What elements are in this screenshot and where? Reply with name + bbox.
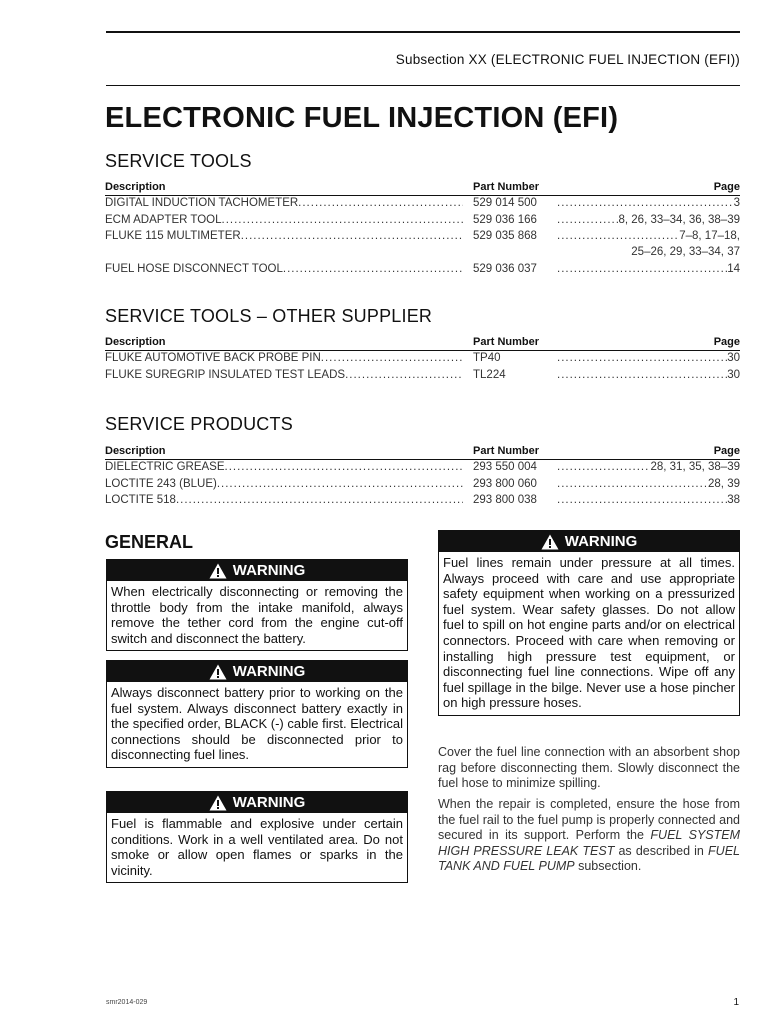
warning-box bbox=[438, 530, 740, 716]
table-row bbox=[105, 477, 740, 494]
row-part-number: 293 800 060 bbox=[473, 477, 537, 490]
header-top-rule bbox=[106, 31, 740, 33]
table-row bbox=[105, 196, 740, 213]
service-tools-table bbox=[105, 181, 740, 279]
row-page-continued: 25–26, 29, 33–34, 37 bbox=[631, 246, 740, 258]
footer-document-code: smr2014-029 bbox=[106, 999, 148, 1006]
row-page: 30 bbox=[727, 352, 740, 364]
general-heading: GENERAL bbox=[105, 532, 194, 552]
paragraph-repair-completed: When the repair is completed, ensure the hose from the fuel rail to the fuel pump is properly connected and secured in its support. Perform the FUEL SYSTEM HIGH PRESSURE LEAK TEST as described in FUEL TANK AND FUEL PUMP subsection. bbox=[438, 797, 740, 873]
row-description: LOCTITE 518 bbox=[105, 494, 176, 506]
warning-label: WARNING bbox=[232, 562, 306, 579]
table-header bbox=[105, 181, 740, 196]
warning-text: Fuel lines remain under pressure at all times. Always proceed with care and use appropriate safety equipment when working on a pressurized fuel system. Wear safety glasses. Do not allow fuel to spill on hot engine parts and/or on electrical connectors. Proceed with care when removing or installing high pressure test equipment, or disconnecting fuel line connections. Wipe off any fuel spillage in the bilge. Never use a hose pincher on high pressure hoses. bbox=[443, 555, 735, 711]
subsection-reference-link[interactable]: FUEL TANK AND FUEL PUMP bbox=[438, 843, 740, 873]
warning-header bbox=[107, 560, 407, 581]
row-description: FLUKE AUTOMOTIVE BACK PROBE PIN bbox=[105, 352, 321, 364]
row-description: LOCTITE 243 (BLUE) bbox=[105, 477, 217, 490]
table-row bbox=[105, 368, 740, 385]
row-part-number: 529 036 166 bbox=[473, 213, 537, 226]
column-part-number: Part Number bbox=[473, 336, 540, 348]
row-description: ECM ADAPTER TOOL bbox=[105, 213, 222, 226]
warning-text: Fuel is flammable and explosive under certain conditions. Work in a well ventilated area. Do not smoke or allow open flames or sparks in the vicinity. bbox=[111, 816, 403, 878]
column-part-number: Part Number bbox=[473, 445, 540, 457]
table-row bbox=[105, 493, 740, 510]
other-supplier-heading: SERVICE TOOLS – OTHER SUPPLIER bbox=[105, 306, 433, 326]
warning-box bbox=[106, 660, 408, 768]
table-header bbox=[105, 336, 740, 351]
row-part-number: 293 550 004 bbox=[473, 461, 537, 473]
warning-label: WARNING bbox=[232, 794, 306, 811]
row-part-number: TL224 bbox=[473, 368, 506, 381]
warning-text: Always disconnect battery prior to working on the fuel system. Always disconnect battery exactly in the specified order, BLACK (-) cable first. Electrical connections should be disconnected prior to disconnecting fuel lines. bbox=[111, 685, 403, 763]
row-description: FUEL HOSE DISCONNECT TOOL bbox=[105, 263, 283, 275]
warning-label: WARNING bbox=[232, 663, 306, 680]
page-title: ELECTRONIC FUEL INJECTION (EFI) bbox=[105, 102, 619, 134]
row-page: 38 bbox=[727, 494, 740, 506]
warning-triangle-icon bbox=[209, 664, 227, 680]
row-page: 14 bbox=[727, 263, 740, 275]
table-row bbox=[105, 229, 740, 262]
row-part-number: TP40 bbox=[473, 352, 501, 364]
header-bottom-rule bbox=[106, 85, 740, 86]
row-part-number: 293 800 038 bbox=[473, 494, 537, 506]
row-description: DIGITAL INDUCTION TACHOMETER bbox=[105, 197, 299, 209]
row-part-number: 529 035 868 bbox=[473, 230, 537, 242]
warning-box bbox=[106, 559, 408, 651]
column-page: Page bbox=[713, 445, 740, 457]
column-part-number: Part Number bbox=[473, 181, 540, 193]
table-row bbox=[105, 351, 740, 368]
row-page: 8, 26, 33–34, 36, 38–39 bbox=[618, 213, 740, 226]
column-page: Page bbox=[713, 336, 740, 348]
warning-triangle-icon bbox=[209, 563, 227, 579]
warning-triangle-icon bbox=[541, 534, 559, 550]
service-tools-heading: SERVICE TOOLS bbox=[105, 151, 252, 171]
row-description: DIELECTRIC GREASE bbox=[105, 461, 225, 473]
row-page: 28, 31, 35, 38–39 bbox=[650, 461, 740, 473]
warning-header bbox=[439, 531, 739, 552]
row-page: 30 bbox=[727, 368, 740, 381]
row-description: FLUKE SUREGRIP INSULATED TEST LEADS bbox=[105, 368, 346, 381]
column-description: Description bbox=[105, 181, 166, 193]
subsection-label: Subsection XX (ELECTRONIC FUEL INJECTION (EFI)) bbox=[395, 52, 740, 67]
row-page: 7–8, 17–18, bbox=[679, 230, 740, 242]
service-products-table bbox=[105, 445, 740, 510]
service-products-heading: SERVICE PRODUCTS bbox=[105, 414, 293, 434]
row-page: 3 bbox=[733, 197, 740, 209]
row-part-number: 529 036 037 bbox=[473, 263, 537, 275]
row-page: 28, 39 bbox=[708, 477, 740, 490]
paragraph-cover-fuel-line: Cover the fuel line connection with an absorbent shop rag before disconnecting them. Slowly disconnect the fuel hose to minimize spilling. bbox=[438, 745, 740, 790]
table-row bbox=[105, 213, 740, 230]
table-row bbox=[105, 262, 740, 279]
procedure-reference-link[interactable]: FUEL SYSTEM HIGH PRESSURE LEAK TEST bbox=[438, 828, 740, 858]
warning-header bbox=[107, 792, 407, 813]
other-supplier-table bbox=[105, 336, 740, 384]
warning-box bbox=[106, 791, 408, 883]
column-description: Description bbox=[105, 336, 166, 348]
warning-text: When electrically disconnecting or removing the throttle body from the intake manifold, always remove the tether cord from the engine cut-off switch and disconnect the battery. bbox=[111, 584, 403, 646]
warning-label: WARNING bbox=[564, 533, 638, 550]
warning-triangle-icon bbox=[209, 795, 227, 811]
column-description: Description bbox=[105, 445, 166, 457]
row-description: FLUKE 115 MULTIMETER bbox=[105, 230, 241, 242]
warning-header bbox=[107, 661, 407, 682]
table-header bbox=[105, 445, 740, 460]
row-part-number: 529 014 500 bbox=[473, 197, 537, 209]
page-number: 1 bbox=[733, 997, 739, 1008]
column-page: Page bbox=[713, 181, 740, 193]
table-row bbox=[105, 460, 740, 477]
